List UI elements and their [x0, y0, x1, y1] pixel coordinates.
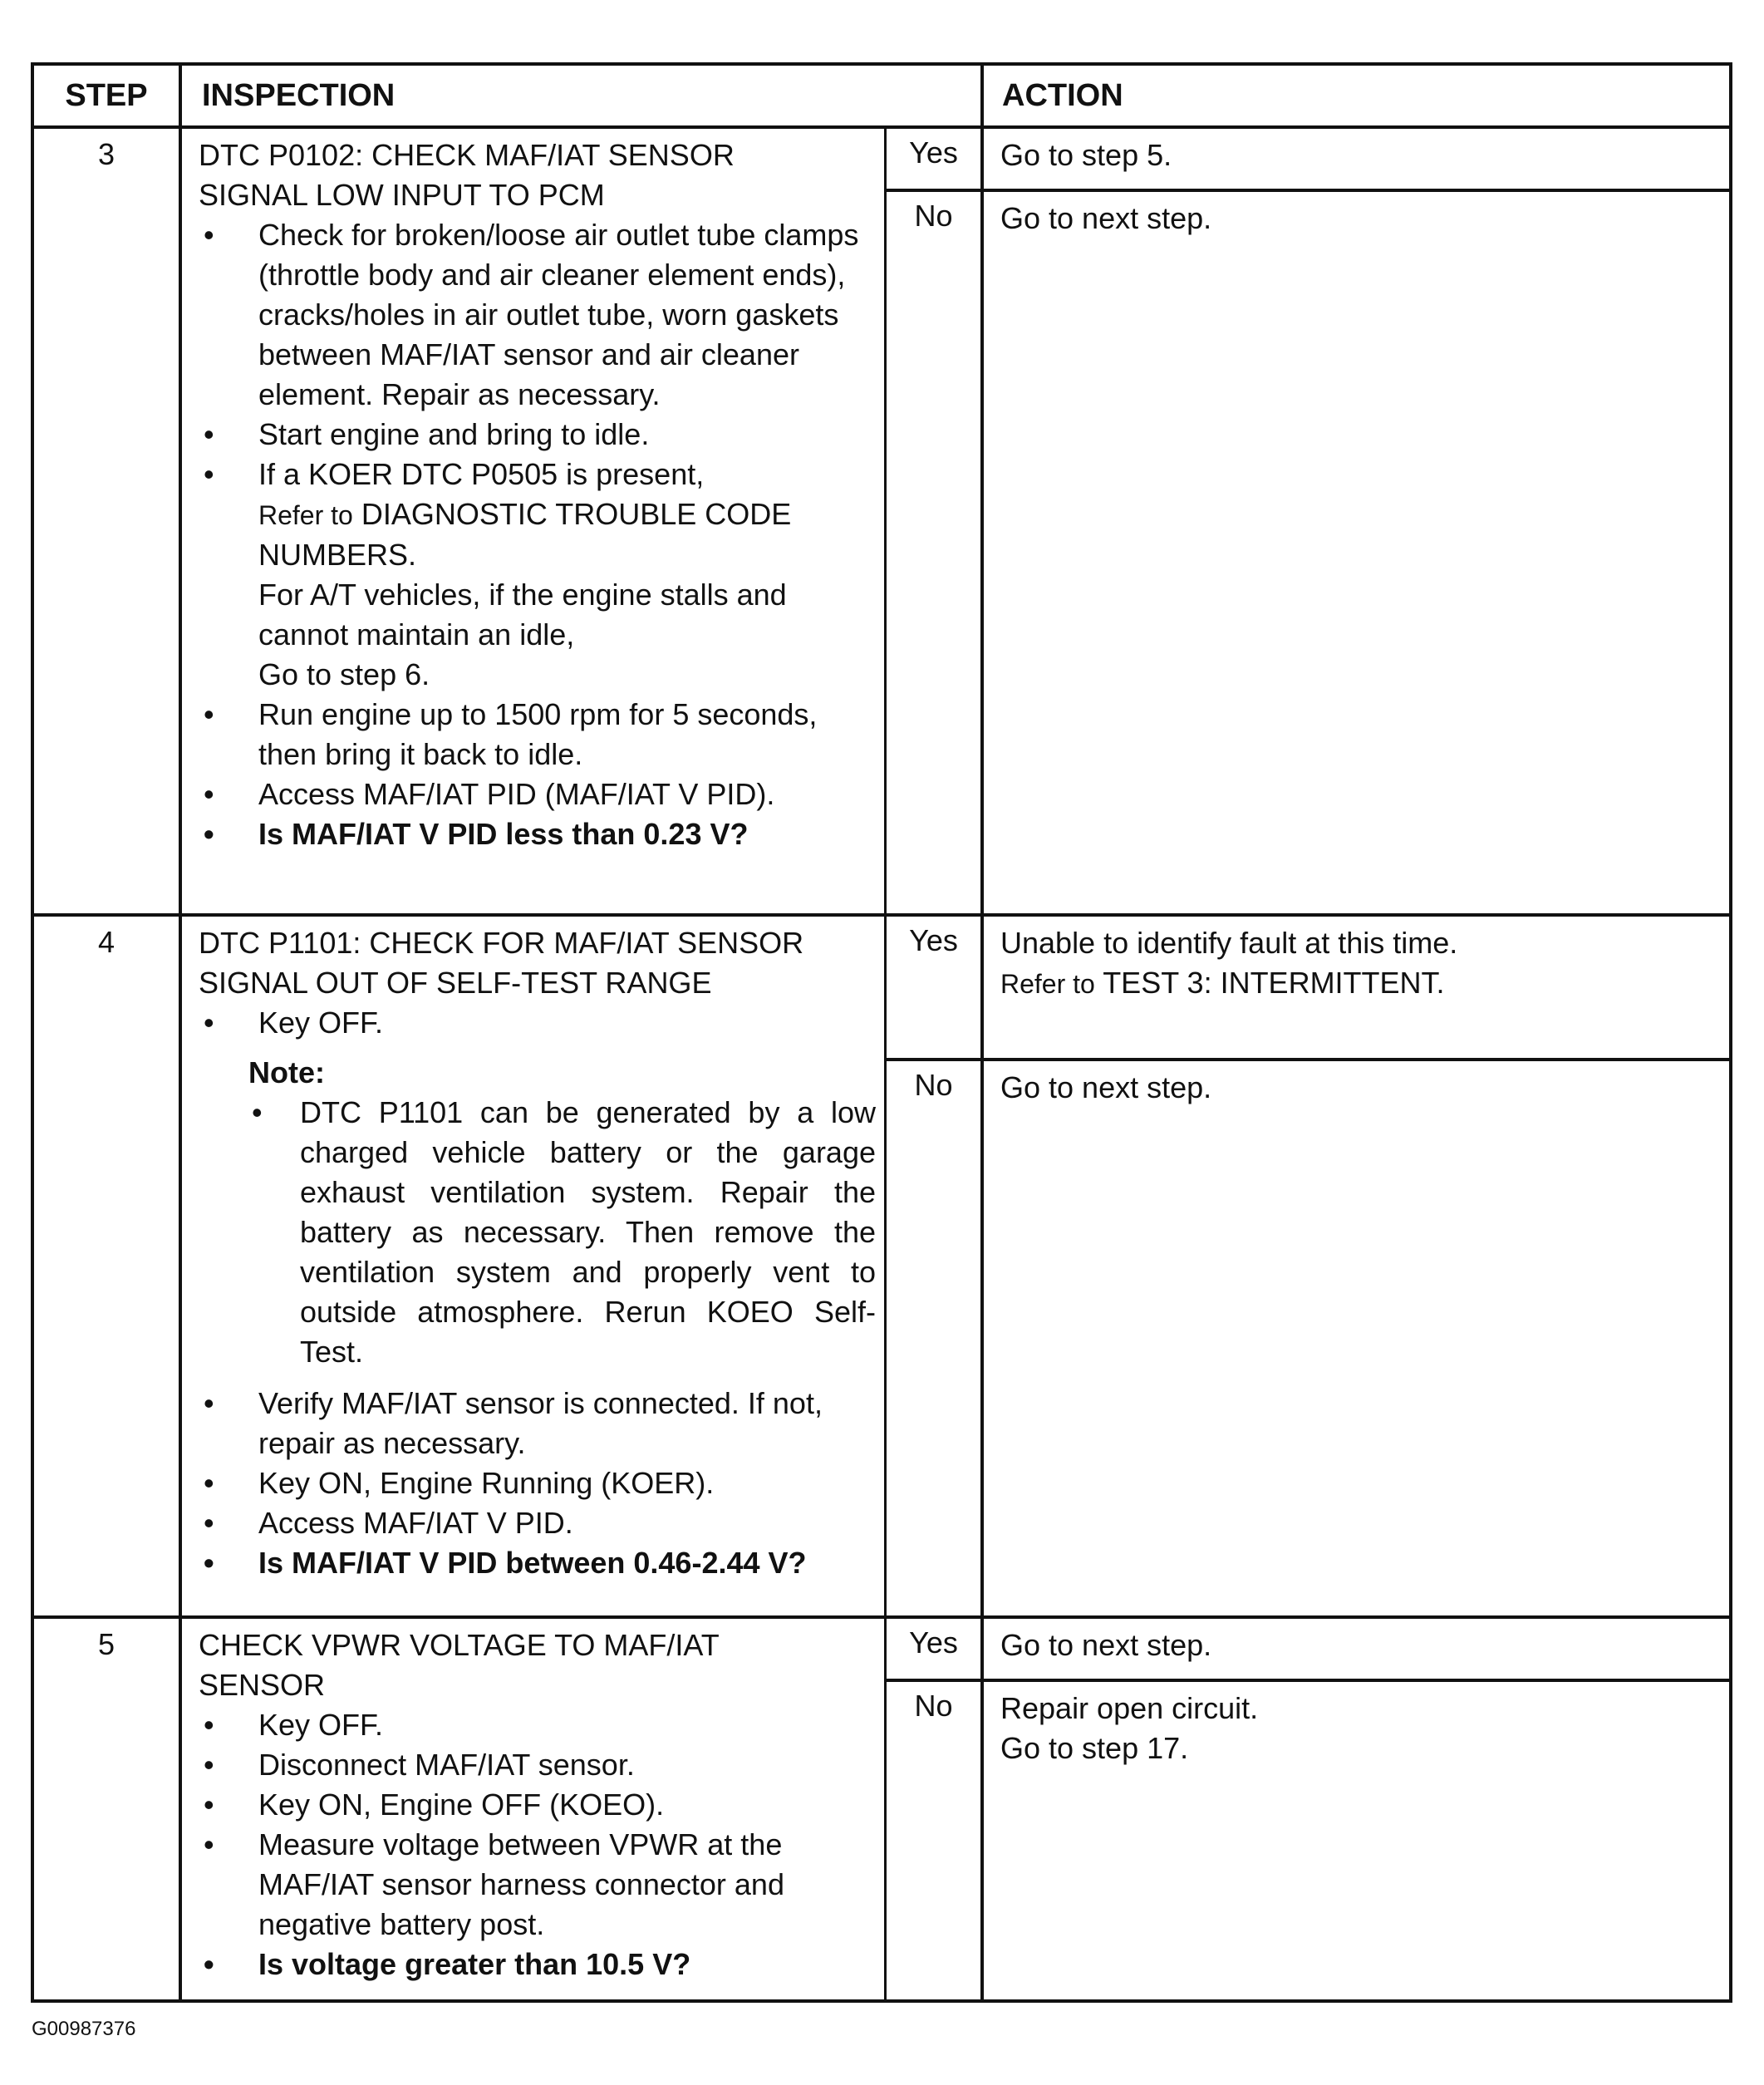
no-answer-row — [887, 1058, 1729, 1615]
yes-action — [984, 1619, 1729, 1679]
inspection-bullet: • Access MAF/IAT V PID. — [199, 1503, 876, 1543]
inspection-cell — [182, 129, 887, 913]
inspection-bullet: • Check for broken/loose air outlet tube clamps (throttle body and air cleaner element ends), cracks/holes in air outlet tube, worn gaskets between MAF/IAT sensor and air cleaner element. Repair as necessary. — [199, 215, 876, 415]
action-line: Go to next step. — [1000, 1628, 1212, 1662]
inspection-bullet: • Run engine up to 1500 rpm for 5 seconds, then bring it back to idle. — [199, 695, 876, 774]
yes-label: Yes — [887, 1619, 984, 1679]
inspection-question: • Is voltage greater than 10.5 V? — [199, 1945, 876, 1984]
diagnostic-table — [31, 62, 1732, 2003]
table-row-step-4 — [34, 917, 1729, 1619]
at-vehicle-condition: For A/T vehicles, if the engine stalls and cannot maintain an idle, — [258, 578, 787, 652]
no-answer-row — [887, 189, 1729, 913]
inspection-bullet: • Access MAF/IAT PID (MAF/IAT V PID). — [199, 774, 876, 814]
no-action — [984, 1061, 1729, 1615]
no-label: No — [887, 192, 984, 913]
inspection-bullet: • Key OFF. — [199, 1705, 876, 1745]
action-line: Repair open circuit. — [1000, 1691, 1259, 1725]
action-line: Unable to identify fault at this time. — [1000, 926, 1458, 960]
inspection-bullet: • Start engine and bring to idle. — [199, 415, 876, 455]
step-header: STEP — [34, 66, 182, 125]
yes-label: Yes — [887, 917, 984, 1058]
step-number: 3 — [34, 129, 182, 913]
refer-to-label: Refer to — [1000, 969, 1095, 999]
answer-column — [887, 1619, 1729, 1999]
no-action — [984, 1682, 1729, 1999]
reference-link: TEST 3: INTERMITTENT. — [1103, 966, 1445, 1000]
action-line — [1000, 963, 1721, 1004]
figure-id: G00987376 — [32, 2018, 136, 2040]
action-line: Go to step 5. — [1000, 138, 1172, 172]
inspection-bullet: • Measure voltage between VPWR at the MAF/IAT sensor harness connector and negative battery post. — [199, 1825, 876, 1945]
reference-link: DIAGNOSTIC TROUBLE CODE NUMBERS. — [258, 497, 792, 572]
inspection-question: • Is MAF/IAT V PID between 0.46-2.44 V? — [199, 1543, 876, 1583]
no-label: No — [887, 1682, 984, 1999]
goto-instruction: Go to step 6. — [258, 657, 430, 691]
no-answer-row — [887, 1679, 1729, 1999]
step-number: 4 — [34, 917, 182, 1615]
inspection-title-line: SENSOR — [199, 1668, 326, 1702]
inspection-bullet: • Disconnect MAF/IAT sensor. — [199, 1745, 876, 1785]
yes-action — [984, 917, 1729, 1058]
inspection-bullet: • Verify MAF/IAT sensor is connected. If not, repair as necessary. — [199, 1384, 876, 1463]
step-number: 5 — [34, 1619, 182, 1999]
inspection-title-line: SIGNAL OUT OF SELF-TEST RANGE — [199, 966, 712, 1000]
inspection-cell — [182, 1619, 887, 1999]
yes-answer-row — [887, 917, 1729, 1058]
refer-to-label: Refer to — [258, 500, 353, 530]
inspection-title-line: CHECK VPWR VOLTAGE TO MAF/IAT — [199, 1628, 720, 1662]
inspection-bullet — [199, 455, 876, 695]
action-line: Go to step 17. — [1000, 1731, 1189, 1765]
inspection-title-line: DTC P1101: CHECK FOR MAF/IAT SENSOR — [199, 926, 804, 960]
action-line: Go to next step. — [1000, 201, 1212, 235]
yes-answer-row — [887, 129, 1729, 189]
yes-answer-row — [887, 1619, 1729, 1679]
action-line: Go to next step. — [1000, 1070, 1212, 1104]
answer-column — [887, 129, 1729, 913]
answer-column — [887, 917, 1729, 1615]
inspection-header: INSPECTION — [182, 66, 984, 125]
koer-condition: If a KOER DTC P0505 is present, — [258, 457, 705, 491]
inspection-bullet: • Key ON, Engine Running (KOER). — [199, 1463, 876, 1503]
yes-label: Yes — [887, 129, 984, 189]
note-label: Note: — [248, 1055, 325, 1089]
no-label: No — [887, 1061, 984, 1615]
table-header-row — [34, 66, 1729, 129]
inspection-bullet: • Key ON, Engine OFF (KOEO). — [199, 1785, 876, 1825]
inspection-bullet: • Key OFF. — [199, 1003, 876, 1043]
no-action — [984, 192, 1729, 913]
action-header: ACTION — [1002, 77, 1123, 113]
note-block — [199, 1053, 876, 1372]
inspection-cell — [182, 917, 887, 1615]
inspection-title-line: SIGNAL LOW INPUT TO PCM — [199, 178, 605, 212]
note-text: • DTC P1101 can be generated by a low charged vehicle battery or the garage exhaust ventilation system. Repair the battery as necessary. Then remove the ventilation system and properly vent to outside atmosphere. Rerun KOEO Self-Test. — [248, 1093, 876, 1372]
table-row-step-5 — [34, 1619, 1729, 1999]
inspection-title-line: DTC P0102: CHECK MAF/IAT SENSOR — [199, 138, 735, 172]
yes-action — [984, 129, 1729, 189]
table-row-step-3 — [34, 129, 1729, 917]
inspection-question: • Is MAF/IAT V PID less than 0.23 V? — [199, 814, 876, 854]
